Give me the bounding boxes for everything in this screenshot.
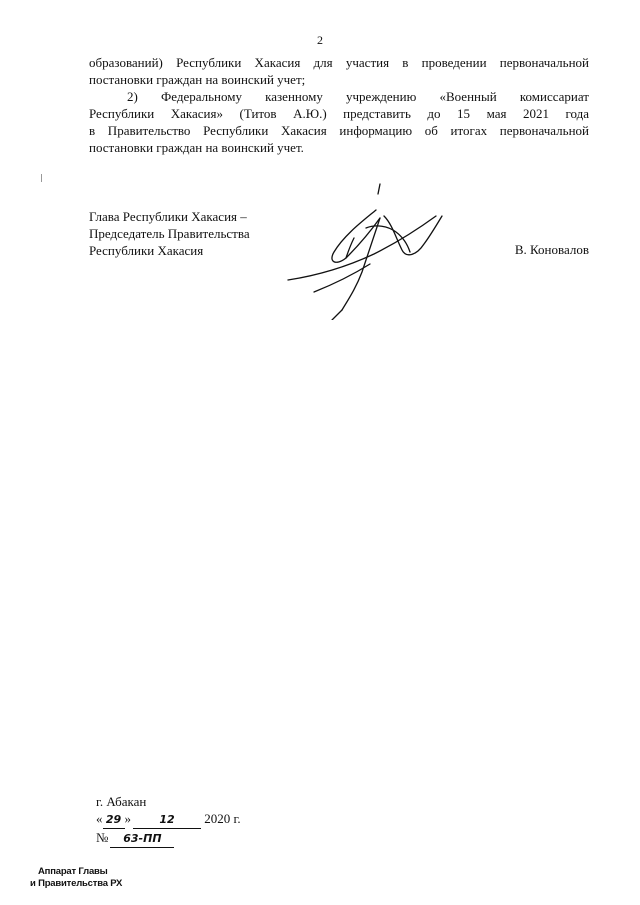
date-day: 29 xyxy=(103,811,125,829)
document-number xyxy=(96,829,241,848)
text-line: в Правительство Республики Хакасия информацию об итогах первоначальной xyxy=(89,123,589,138)
signer-title-line: Председатель Правительства xyxy=(89,226,250,241)
date-year: 2020 г. xyxy=(204,811,241,826)
date-close-quote: » xyxy=(124,811,131,826)
signer-name: В. Коновалов xyxy=(514,242,589,257)
stamp-line: Аппарат Главы xyxy=(38,866,108,877)
document-date xyxy=(96,810,241,829)
text-line: образований) Республики Хакасия для участия в проведении первоначальной xyxy=(89,55,589,70)
place: г. Абакан xyxy=(96,794,147,809)
stamp-line: и Правительства РХ xyxy=(30,878,123,889)
paragraph-continuation xyxy=(89,54,589,88)
page-number: 2 xyxy=(317,33,323,47)
signer-title-line: Республики Хакасия xyxy=(89,243,204,258)
text-line: 2) Федеральному казенному учреждению «Военный комиссариат xyxy=(127,89,589,104)
text-line: Республики Хакасия» (Титов А.Ю.) представить до 15 мая 2021 года xyxy=(89,106,589,121)
signer-title-line: Глава Республики Хакасия – xyxy=(89,209,247,224)
registration-stamp xyxy=(30,866,122,890)
text-line: постановки граждан на воинский учет. xyxy=(89,140,304,155)
handwritten-signature xyxy=(284,180,444,320)
paragraph-item-2 xyxy=(89,88,589,156)
number-prefix: № xyxy=(96,830,109,845)
date-month: 12 xyxy=(133,811,201,829)
number-value: 63-ПП xyxy=(110,830,174,848)
text-line: постановки граждан на воинский учет; xyxy=(89,72,306,87)
scan-mark xyxy=(41,174,42,182)
date-open-quote: « xyxy=(96,811,103,826)
document-body xyxy=(89,54,589,156)
signer-title xyxy=(89,208,250,259)
place-date-block xyxy=(96,793,241,848)
